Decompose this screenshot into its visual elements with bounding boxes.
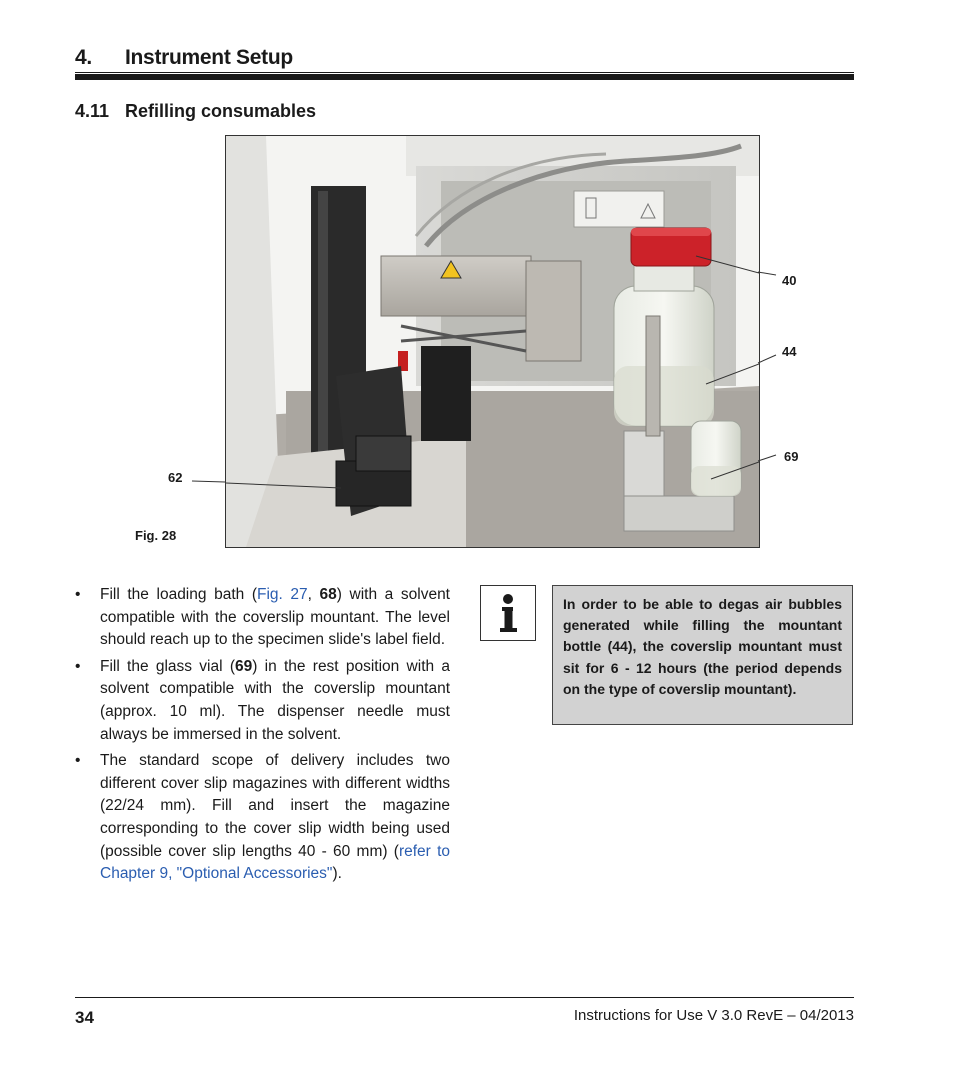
callout-69: 69	[784, 449, 799, 464]
figure-caption: Fig. 28	[135, 528, 177, 543]
list-item	[75, 584, 450, 652]
bullet-text: ,	[307, 586, 320, 603]
instruction-list	[75, 584, 450, 890]
bullet-text: Fill the loading bath (	[100, 586, 257, 603]
footer-rule	[75, 997, 854, 998]
bullet-text: Fill the glass vial (	[100, 657, 235, 675]
chapter-title: Instrument Setup	[125, 46, 293, 69]
list-item	[75, 656, 450, 746]
figure-link[interactable]: Fig. 27	[256, 586, 308, 603]
list-item	[75, 750, 450, 886]
callout-62: 62	[168, 470, 183, 485]
page-number: 34	[75, 1008, 94, 1027]
bullet-text: ) in the rest position with a solvent compatible with the coverslip mountant (approx. 10 ml). The dispenser needle must always be immersed in the solvent.	[100, 657, 450, 743]
section-number: 4.11	[75, 101, 110, 121]
bullet-text: The standard scope of delivery includes two different cover slip magazines with different widths (22/24 mm). Fill and insert the magazine corresponding to the cover slip width being used (possible cover slip lengths 40 - 60 mm) (	[100, 752, 450, 860]
chapter-link[interactable]: refer to Chapter 9, "Optional Accessories"	[100, 842, 450, 883]
note-box: In order to be able to degas air bubbles generated while filling the mountant bottle (44), the coverslip mountant must sit for 6 - 12 hours (the period depends on the type of coverslip mountant).	[552, 585, 853, 725]
bullet-text: ).	[332, 865, 342, 883]
callout-40: 40	[782, 273, 797, 288]
bullet-ref: 69	[234, 657, 253, 675]
bullet-ref: 68	[319, 586, 337, 603]
chapter-number: 4.	[75, 46, 92, 69]
footer-doc-info: Instructions for Use V 3.0 RevE – 04/2013	[573, 1007, 854, 1024]
info-icon	[480, 585, 536, 641]
bullet-text: ) with a solvent compatible with the coverslip mountant. The level should reach up to the specimen slide's label field.	[100, 586, 450, 649]
callout-44: 44	[782, 344, 797, 359]
section-title: Refilling consumables	[125, 101, 317, 121]
